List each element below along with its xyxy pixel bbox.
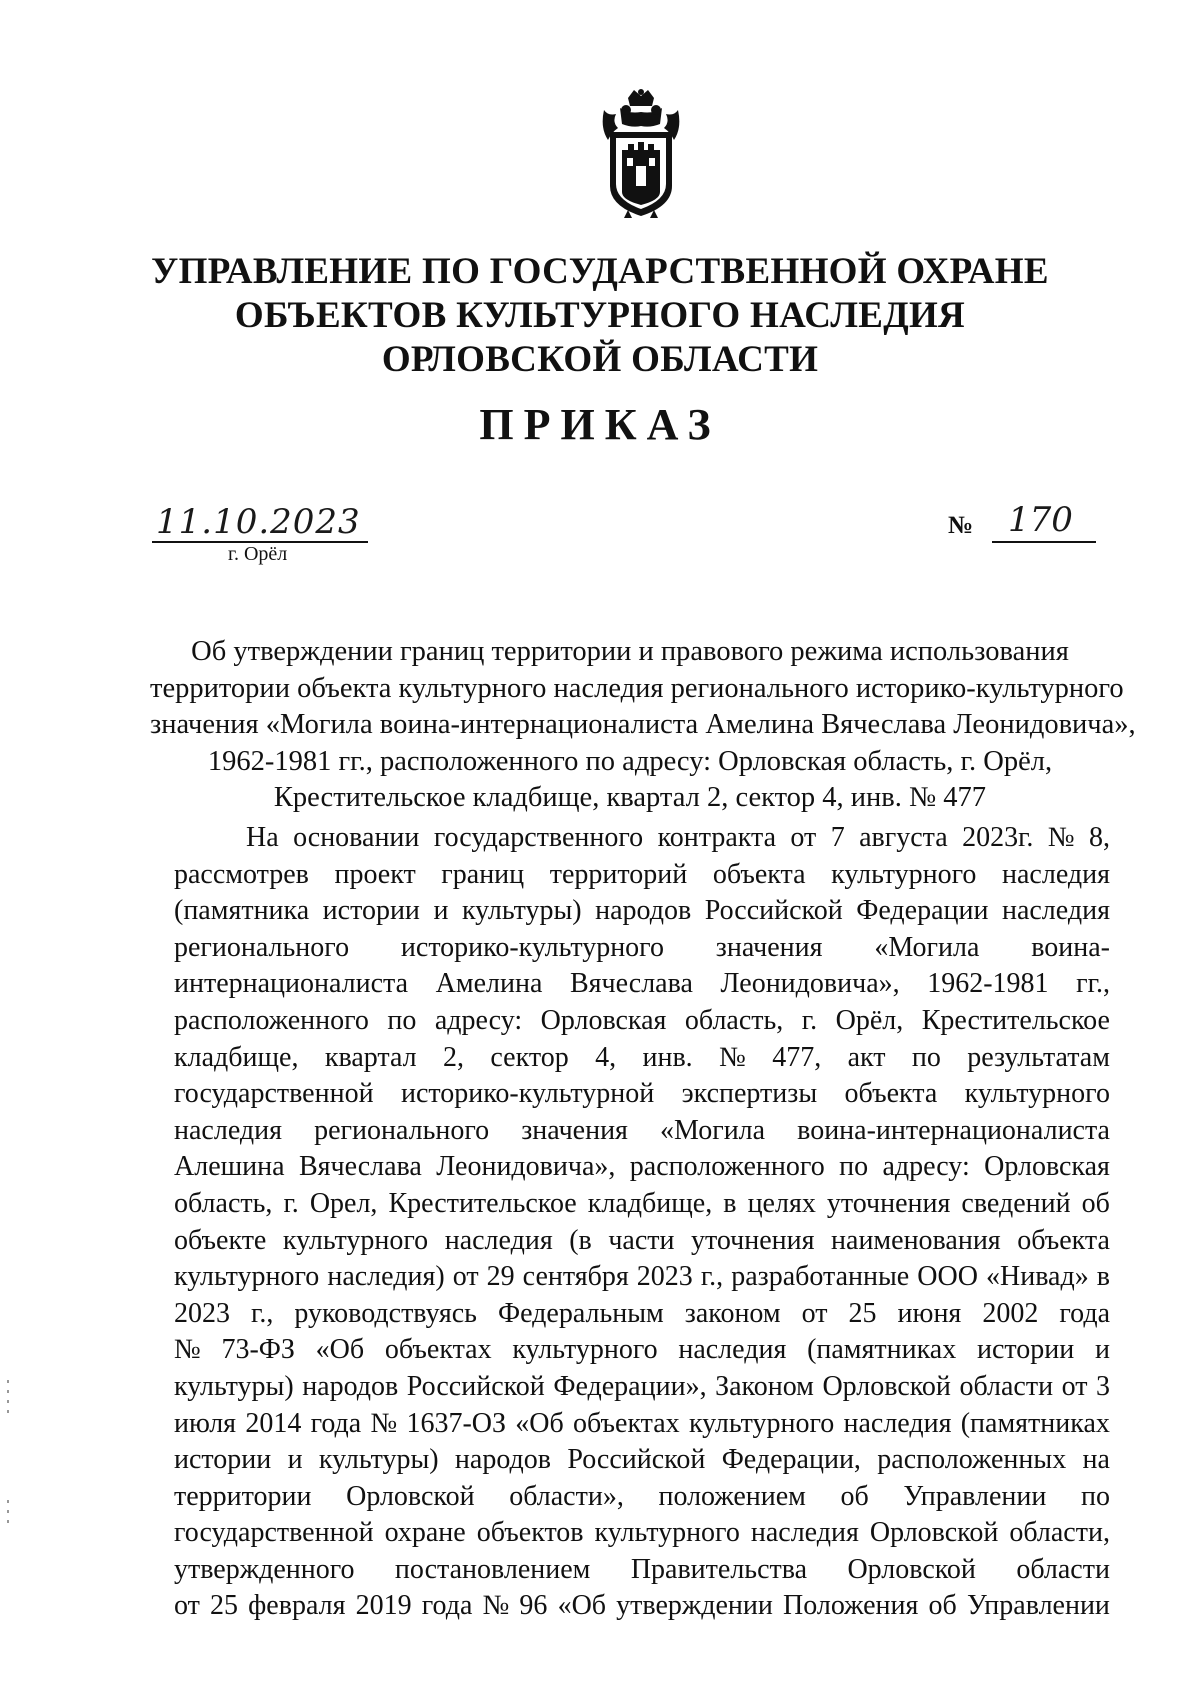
body-line bbox=[174, 1369, 1110, 1406]
body-word: постановлением bbox=[394, 1553, 591, 1585]
subject-line: Крестительское кладбище, квартал 2, сектор 4, инв. № 477 bbox=[273, 782, 987, 813]
body-word: экспертизы bbox=[681, 1078, 818, 1110]
body-word: Орловская bbox=[984, 1151, 1110, 1183]
body-word: 4, bbox=[595, 1041, 617, 1073]
number-sign: № bbox=[948, 512, 974, 539]
body-word: целях bbox=[747, 1187, 816, 1219]
body-word: сведений bbox=[961, 1187, 1071, 1219]
body-word: части bbox=[608, 1224, 675, 1256]
body-word: от bbox=[452, 1261, 479, 1293]
body-word: Орел, bbox=[309, 1187, 378, 1219]
body-word: адресу: bbox=[882, 1151, 970, 1183]
body-word: народов bbox=[302, 1370, 399, 1402]
body-word: об bbox=[928, 1590, 957, 1622]
body-word: интернационалиста bbox=[174, 968, 409, 1000]
body-word: объекте bbox=[174, 1224, 267, 1256]
body-line bbox=[174, 857, 1110, 894]
body-line bbox=[174, 1259, 1110, 1296]
body-line bbox=[174, 1515, 1110, 1552]
body-word: народов bbox=[454, 1444, 551, 1476]
body-word: г. bbox=[283, 1187, 299, 1219]
order-subject bbox=[150, 634, 1136, 817]
body-word: февраля bbox=[248, 1590, 346, 1622]
header-line: ОБЪЕКТОВ КУЛЬТУРНОГО НАСЛЕДИЯ bbox=[234, 295, 966, 336]
subject-line: Об утверждении границ территории и правового режима использования bbox=[191, 636, 1069, 667]
body-word: 2023 bbox=[174, 1297, 230, 1329]
body-word: акт bbox=[847, 1041, 886, 1073]
body-word: объекта bbox=[1017, 1224, 1110, 1256]
body-word: наследия bbox=[174, 1114, 282, 1146]
body-word: Российской bbox=[406, 1370, 545, 1402]
body-word: регионального bbox=[174, 931, 350, 963]
body-word: «Могила bbox=[874, 931, 980, 963]
body-word: в bbox=[1096, 1261, 1110, 1293]
body-word: № bbox=[482, 1590, 510, 1622]
body-word: культуры) bbox=[461, 895, 582, 927]
body-word: августа bbox=[859, 822, 948, 853]
body-word: инв. bbox=[642, 1041, 693, 1073]
body-word: культуры) bbox=[174, 1370, 294, 1402]
body-word: 3 bbox=[1096, 1370, 1110, 1402]
body-word: квартал bbox=[324, 1041, 417, 1073]
body-word: Орловской bbox=[822, 1370, 951, 1402]
body-word: объектов bbox=[476, 1517, 584, 1549]
body-word: области bbox=[1016, 1553, 1110, 1585]
body-word: ООО bbox=[917, 1261, 978, 1293]
body-word: от bbox=[1061, 1370, 1088, 1402]
body-word: Орловской bbox=[869, 1517, 999, 1549]
header-line: УПРАВЛЕНИЕ ПО ГОСУДАРСТВЕННОЙ ОХРАНЕ bbox=[151, 251, 1049, 292]
body-word: 2023 bbox=[636, 1261, 693, 1293]
body-word: область, bbox=[684, 1004, 784, 1036]
body-word: культуры) bbox=[318, 1444, 439, 1476]
body-word: гг., bbox=[1076, 968, 1110, 1000]
body-word: «Могила bbox=[660, 1114, 766, 1146]
body-word: Амелина bbox=[435, 968, 543, 1000]
coat-of-arms-icon bbox=[598, 88, 684, 220]
handwritten-date: 11.10.2023 bbox=[156, 502, 361, 542]
body-word: области, bbox=[1009, 1517, 1110, 1549]
body-word: на bbox=[1082, 1444, 1110, 1476]
body-word: 2019 bbox=[355, 1590, 412, 1622]
body-word: государственной bbox=[174, 1078, 374, 1110]
city-label: г. Орёл bbox=[228, 543, 288, 565]
body-word: кладбище, bbox=[174, 1041, 299, 1073]
body-word: объектах bbox=[572, 1407, 680, 1439]
body-line bbox=[174, 1040, 1110, 1077]
body-word: по bbox=[911, 1041, 941, 1073]
body-line bbox=[174, 1003, 1110, 1040]
body-word: июля bbox=[174, 1407, 237, 1439]
date-block bbox=[152, 502, 372, 568]
body-word: 96 bbox=[519, 1590, 548, 1622]
body-line bbox=[174, 1442, 1110, 1479]
body-word: (памятника bbox=[174, 895, 310, 927]
body-line bbox=[174, 1552, 1110, 1589]
body-word: от bbox=[790, 822, 817, 853]
body-word: № bbox=[370, 1407, 398, 1439]
body-word: Управлении bbox=[966, 1590, 1110, 1622]
body-word: воина- bbox=[1031, 931, 1110, 963]
body-word: (в bbox=[569, 1224, 592, 1256]
body-word: (памятниках bbox=[960, 1407, 1110, 1439]
body-word: истории bbox=[976, 1334, 1075, 1366]
body-line bbox=[174, 1149, 1110, 1186]
header-line: ОРЛОВСКОЙ ОБЛАСТИ bbox=[381, 339, 819, 380]
body-word: Российской bbox=[567, 1444, 706, 1476]
body-line bbox=[174, 1479, 1110, 1516]
body-word: от bbox=[801, 1297, 828, 1329]
body-word: 25 bbox=[848, 1297, 877, 1329]
body-word: Федерации», bbox=[553, 1370, 707, 1402]
body-word: объектах bbox=[384, 1334, 492, 1366]
body-line bbox=[174, 893, 1110, 930]
document-type-title: ПРИКАЗ bbox=[479, 400, 721, 449]
body-word: 1962-1981 bbox=[927, 968, 1049, 1000]
body-word: 2002 bbox=[982, 1297, 1039, 1329]
body-line bbox=[174, 1296, 1110, 1333]
subject-line: 1962-1981 гг., расположенного по адресу: Орловская область, г. Орёл, bbox=[207, 745, 1053, 777]
body-line bbox=[174, 1186, 1110, 1223]
body-word: культурного bbox=[174, 1261, 320, 1293]
body-word: культурного bbox=[512, 1334, 658, 1366]
body-word: культурного bbox=[282, 1224, 429, 1256]
body-word: по bbox=[1080, 1480, 1110, 1512]
body-word: истории bbox=[322, 895, 420, 927]
body-line bbox=[174, 1406, 1110, 1443]
body-word: государственной bbox=[174, 1517, 374, 1549]
body-word: объекта bbox=[712, 858, 806, 890]
body-word: в bbox=[723, 1187, 737, 1219]
body-word: Алешина bbox=[174, 1151, 285, 1183]
order-body bbox=[174, 820, 1110, 1625]
body-word: адресу: bbox=[434, 1004, 523, 1036]
number-underline bbox=[992, 541, 1096, 543]
body-word: от bbox=[174, 1590, 200, 1622]
body-word: Леонидовича», bbox=[720, 968, 900, 1000]
body-word: значения bbox=[715, 931, 823, 963]
body-word: наименования bbox=[831, 1224, 1001, 1256]
body-word: Федерации bbox=[856, 895, 989, 927]
body-word: наследия bbox=[750, 1517, 859, 1549]
body-word: утвержденного bbox=[174, 1553, 355, 1585]
subject-line: значения «Могила воина-интернационалиста Амелина Вячеслава Леонидовича», bbox=[150, 709, 1136, 740]
body-word: об bbox=[840, 1480, 869, 1512]
body-word: «Нивад» bbox=[985, 1261, 1089, 1293]
body-word: 7 bbox=[830, 822, 845, 853]
body-word: расположенного bbox=[174, 1004, 369, 1036]
body-word: года bbox=[1059, 1297, 1110, 1329]
body-word: историко-культурного bbox=[400, 931, 664, 963]
body-word: Законом bbox=[715, 1370, 814, 1402]
body-word: Леонидовича», bbox=[436, 1151, 616, 1183]
body-word: результатам bbox=[967, 1041, 1110, 1073]
handwritten-number: 170 bbox=[1008, 500, 1073, 540]
body-word: утверждении bbox=[616, 1590, 773, 1622]
body-word: г., bbox=[251, 1297, 274, 1329]
organization-header bbox=[150, 250, 1050, 382]
body-word: 25 bbox=[210, 1590, 239, 1622]
body-word: Управлении bbox=[903, 1480, 1047, 1512]
body-word: разработанные bbox=[731, 1261, 910, 1293]
body-word: контракта bbox=[657, 822, 776, 853]
body-line bbox=[174, 820, 1110, 857]
body-word: № bbox=[1047, 822, 1075, 853]
body-word: области», bbox=[509, 1480, 624, 1512]
body-word: и bbox=[433, 895, 449, 927]
body-word: наследия bbox=[678, 1334, 787, 1366]
body-word: государственного bbox=[433, 822, 644, 853]
body-word: культурного bbox=[594, 1517, 740, 1549]
body-word: «Об bbox=[557, 1590, 607, 1622]
body-word: наследия bbox=[1002, 858, 1110, 890]
body-word: Орловской bbox=[346, 1480, 475, 1512]
body-word: области bbox=[959, 1370, 1054, 1402]
body-word: «Об bbox=[315, 1334, 365, 1366]
body-word: Вячеслава bbox=[570, 968, 693, 1000]
body-word: уточнения bbox=[691, 1224, 815, 1256]
body-line bbox=[174, 1332, 1110, 1369]
body-word: Правительства bbox=[630, 1553, 808, 1585]
body-word: об bbox=[1081, 1187, 1110, 1219]
body-word: территории bbox=[174, 1480, 312, 1512]
body-word: г. bbox=[801, 1004, 818, 1036]
body-word: уточнения bbox=[826, 1187, 951, 1219]
body-word: Российской bbox=[704, 895, 843, 927]
body-word: 29 bbox=[486, 1261, 515, 1293]
subject-line: территории объекта культурного наследия регионального историко-культурного bbox=[150, 672, 1124, 704]
body-word: регионального bbox=[314, 1114, 490, 1146]
body-line bbox=[174, 1588, 1110, 1625]
body-line bbox=[174, 1076, 1110, 1113]
scan-artifact bbox=[6, 1380, 10, 1580]
body-word: историко-культурной bbox=[400, 1078, 655, 1110]
body-word: г., bbox=[700, 1261, 724, 1293]
body-word: 477, bbox=[772, 1041, 822, 1073]
body-word: Федерации, bbox=[721, 1444, 861, 1476]
body-word: 2, bbox=[443, 1041, 464, 1073]
number-block bbox=[948, 500, 1098, 558]
body-word: № bbox=[174, 1334, 201, 1366]
body-word: культурного bbox=[688, 1407, 835, 1439]
body-word: Положения bbox=[783, 1590, 919, 1622]
body-word: «Об bbox=[515, 1407, 564, 1439]
body-word: № bbox=[719, 1041, 746, 1073]
body-word: 1637-ОЗ bbox=[406, 1407, 507, 1439]
body-word: наследия bbox=[444, 1224, 553, 1256]
body-line bbox=[174, 930, 1110, 967]
body-word: сектор bbox=[490, 1041, 569, 1073]
body-word: кладбище, bbox=[587, 1187, 713, 1219]
body-word: основании bbox=[293, 822, 420, 853]
body-word: законом bbox=[684, 1297, 781, 1329]
body-word: рассмотрев bbox=[174, 858, 309, 890]
body-line bbox=[174, 1223, 1110, 1260]
body-word: 8, bbox=[1088, 822, 1110, 853]
body-word: территорий bbox=[549, 858, 688, 890]
body-word: (памятниках bbox=[807, 1334, 957, 1366]
body-word: по bbox=[839, 1151, 869, 1183]
body-word: Орловская bbox=[540, 1004, 667, 1036]
body-word: истории bbox=[174, 1444, 272, 1476]
body-line bbox=[174, 1113, 1110, 1150]
body-word: года bbox=[310, 1407, 362, 1439]
body-word: расположенного bbox=[629, 1151, 825, 1183]
body-word: проект bbox=[334, 858, 416, 890]
body-word: 2023г. bbox=[962, 822, 1034, 853]
body-word: охране bbox=[384, 1517, 466, 1549]
body-word: Орёл, bbox=[835, 1004, 904, 1036]
body-word: наследия bbox=[1001, 895, 1110, 927]
body-word: Крестительское bbox=[388, 1187, 577, 1219]
body-word: наследия bbox=[843, 1407, 952, 1439]
body-word: июня bbox=[897, 1297, 962, 1329]
body-word: сентября bbox=[522, 1261, 629, 1293]
body-word: Орловской bbox=[847, 1553, 976, 1585]
body-word: наследия) bbox=[327, 1261, 445, 1293]
body-line bbox=[174, 966, 1110, 1003]
body-word: расположенных bbox=[877, 1444, 1067, 1476]
body-word: и bbox=[1094, 1334, 1110, 1366]
body-word: руководствуясь bbox=[294, 1297, 477, 1329]
body-word: по bbox=[387, 1004, 417, 1036]
body-word: культурного bbox=[831, 858, 977, 890]
body-word: 73-ФЗ bbox=[221, 1334, 295, 1366]
body-word: культурного bbox=[964, 1078, 1110, 1110]
body-word: и bbox=[287, 1444, 303, 1476]
body-word: народов bbox=[595, 895, 692, 927]
body-word: воина-интернационалиста bbox=[797, 1114, 1110, 1146]
body-word: На bbox=[246, 822, 279, 853]
body-word: объекта bbox=[844, 1078, 938, 1110]
body-word: 2014 bbox=[245, 1407, 302, 1439]
body-word: границ bbox=[441, 858, 525, 890]
body-word: значения bbox=[521, 1114, 628, 1146]
body-word: область, bbox=[174, 1187, 273, 1219]
body-word: Крестительское bbox=[921, 1004, 1110, 1036]
body-word: Федеральным bbox=[497, 1297, 664, 1329]
body-word: года bbox=[421, 1590, 473, 1622]
body-word: Вячеслава bbox=[298, 1151, 422, 1183]
body-word: положением bbox=[658, 1480, 806, 1512]
